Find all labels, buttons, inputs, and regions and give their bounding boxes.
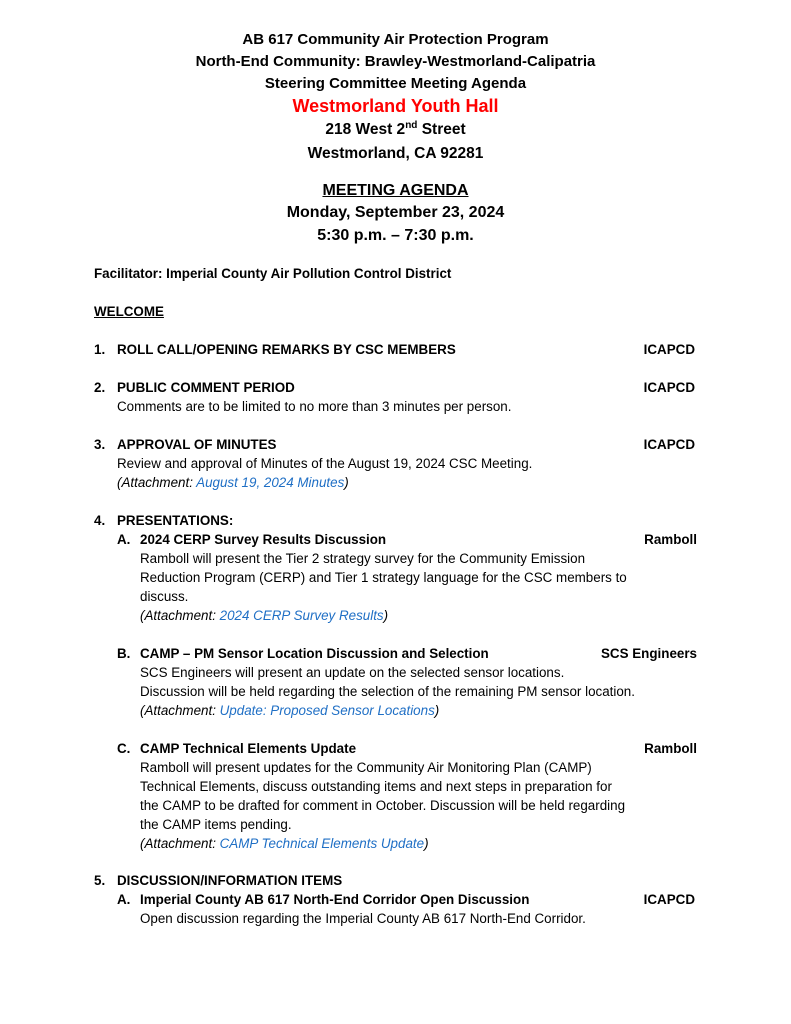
item-4a-attachment: (Attachment: 2024 CERP Survey Results) — [140, 608, 389, 623]
item-3-attachment: (Attachment: August 19, 2024 Minutes) — [117, 475, 349, 490]
item-4a-line: Reduction Program (CERP) and Tier 1 strategy language for the CSC members to — [140, 570, 627, 585]
item-5a-owner: ICAPCD — [643, 892, 695, 907]
item-4c-line: Technical Elements, discuss outstanding items and next steps in preparation for — [140, 779, 612, 794]
item-4b-line: SCS Engineers will present an update on the selected sensor locations. — [140, 665, 565, 680]
item-4b-letter: B. — [117, 646, 131, 661]
item-4b-attachment: (Attachment: Update: Proposed Sensor Locations) — [140, 703, 440, 718]
cerp-survey-attachment-link[interactable]: 2024 CERP Survey Results — [219, 608, 384, 623]
minutes-attachment-link[interactable]: August 19, 2024 Minutes — [196, 475, 345, 490]
item-4c-line: Ramboll will present updates for the Community Air Monitoring Plan (CAMP) — [140, 760, 592, 775]
item-5-title: DISCUSSION/INFORMATION ITEMS — [117, 873, 343, 888]
item-4c-title: CAMP Technical Elements Update — [140, 741, 357, 756]
item-3-number: 3. — [94, 437, 106, 452]
welcome-heading: WELCOME — [94, 304, 164, 319]
item-4b-line: Discussion will be held regarding the selection of the remaining PM sensor location. — [140, 684, 635, 699]
street-address: 218 West 2nd Street — [325, 119, 466, 138]
item-4-number: 4. — [94, 513, 106, 528]
item-5-number: 5. — [94, 873, 106, 888]
item-3-title: APPROVAL OF MINUTES — [117, 437, 277, 452]
community-title: North-End Community: Brawley-Westmorland-Calipatria — [195, 53, 596, 70]
venue-name: Westmorland Youth Hall — [292, 96, 499, 116]
meeting-time: 5:30 p.m. – 7:30 p.m. — [317, 227, 474, 244]
item-4a-line: discuss. — [140, 589, 189, 604]
item-3-owner: ICAPCD — [643, 437, 695, 452]
item-5a-title: Imperial County AB 617 North-End Corridor Open Discussion — [140, 892, 530, 907]
item-5a-letter: A. — [117, 892, 131, 907]
camp-technical-attachment-link[interactable]: CAMP Technical Elements Update — [219, 836, 425, 851]
item-4c-letter: C. — [117, 741, 131, 756]
item-2-title: PUBLIC COMMENT PERIOD — [117, 380, 295, 395]
sensor-locations-attachment-link[interactable]: Update: Proposed Sensor Locations — [219, 703, 435, 718]
item-1-title: ROLL CALL/OPENING REMARKS BY CSC MEMBERS — [117, 342, 456, 357]
item-4a-line: Ramboll will present the Tier 2 strategy survey for the Community Emission — [140, 551, 586, 566]
item-4a-owner: Ramboll — [644, 532, 697, 547]
item-3-description: Review and approval of Minutes of the August 19, 2024 CSC Meeting. — [117, 456, 533, 471]
item-4c-line: the CAMP to be drafted for comment in October. Discussion will be held regarding — [140, 798, 626, 813]
item-4c-line: the CAMP items pending. — [140, 817, 292, 832]
item-2-number: 2. — [94, 380, 106, 395]
item-1-number: 1. — [94, 342, 106, 357]
facilitator: Facilitator: Imperial County Air Pollution Control District — [94, 266, 452, 281]
item-1-owner: ICAPCD — [643, 342, 695, 357]
item-5a-description: Open discussion regarding the Imperial County AB 617 North-End Corridor. — [140, 911, 586, 926]
city-address: Westmorland, CA 92281 — [307, 145, 484, 162]
item-4b-title: CAMP – PM Sensor Location Discussion and Selection — [140, 646, 489, 661]
item-4c-attachment: (Attachment: CAMP Technical Elements Update) — [140, 836, 429, 851]
item-4b-owner: SCS Engineers — [601, 646, 697, 661]
item-4-title: PRESENTATIONS: — [117, 513, 234, 528]
item-4a-title: 2024 CERP Survey Results Discussion — [140, 532, 387, 547]
item-2-owner: ICAPCD — [643, 380, 695, 395]
committee-title: Steering Committee Meeting Agenda — [264, 75, 527, 92]
program-title: AB 617 Community Air Protection Program — [242, 31, 549, 48]
item-4c-owner: Ramboll — [644, 741, 697, 756]
meeting-date: Monday, September 23, 2024 — [286, 204, 505, 221]
agenda-heading: MEETING AGENDA — [322, 182, 469, 199]
item-2-description: Comments are to be limited to no more than 3 minutes per person. — [117, 399, 512, 414]
item-4a-letter: A. — [117, 532, 131, 547]
